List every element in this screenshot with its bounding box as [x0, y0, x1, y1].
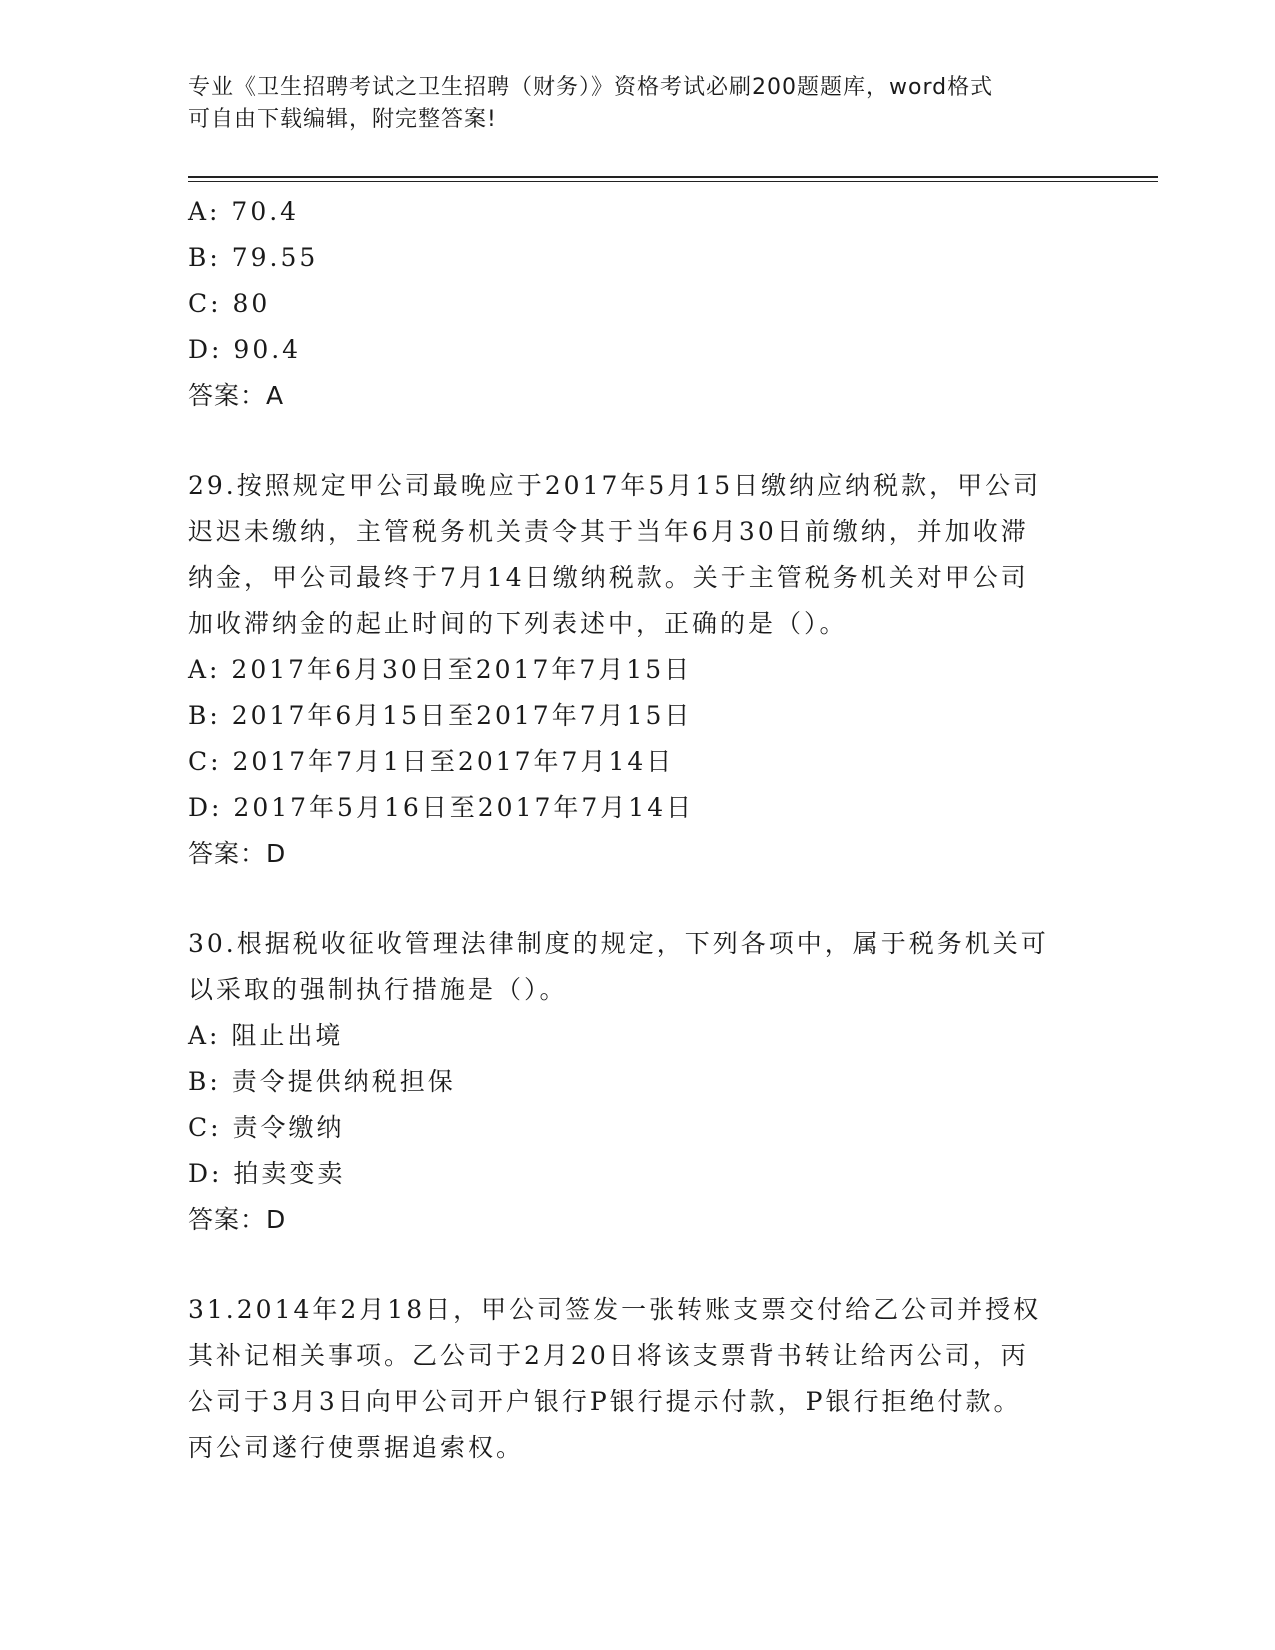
q31-stem-line-2: 其补记相关事项。乙公司于2月20日将该支票背书转让给丙公司，丙 [188, 1341, 1029, 1370]
q30-option-a: A: 阻止出境 [188, 1021, 344, 1050]
q28-option-a: A: 70.4 [188, 197, 300, 226]
header-title-line-2: 可自由下载编辑，附完整答案! [188, 107, 497, 132]
q29-option-a: A: 2017年6月30日至2017年7月15日 [188, 655, 693, 684]
header-divider-thick [188, 176, 1158, 178]
question-30-block [188, 921, 1088, 1243]
spacer [188, 1243, 1088, 1287]
page-header [188, 72, 1068, 136]
q29-stem-line-3: 纳金，甲公司最终于7月14日缴纳税款。关于主管税务机关对甲公司 [188, 563, 1029, 592]
q29-stem-line-2: 迟迟未缴纳，主管税务机关责令其于当年6月30日前缴纳，并加收滞 [188, 517, 1029, 546]
header-divider-thin [188, 181, 1158, 182]
q29-answer: 答案：D [188, 839, 287, 868]
header-title-line-1: 专业《卫生招聘考试之卫生招聘（财务）》资格考试必刷200题题库，word格式 [188, 75, 994, 100]
q28-option-c: C: 80 [188, 289, 271, 318]
q28-option-d: D: 90.4 [188, 335, 302, 364]
q29-option-b: B: 2017年6月15日至2017年7月15日 [188, 701, 693, 730]
spacer [188, 419, 1088, 463]
q29-option-d: D: 2017年5月16日至2017年7月14日 [188, 793, 695, 822]
q30-stem-line-1: 30.根据税收征收管理法律制度的规定，下列各项中，属于税务机关可 [188, 929, 1049, 958]
question-28-block [188, 189, 1088, 419]
question-31-block [188, 1287, 1088, 1471]
q31-stem-line-3: 公司于3月3日向甲公司开户银行P银行提示付款，P银行拒绝付款。 [188, 1387, 1022, 1416]
q30-option-b: B: 责令提供纳税担保 [188, 1067, 456, 1096]
question-29-block [188, 463, 1088, 877]
q30-stem-line-2: 以采取的强制执行措施是（）。 [188, 975, 568, 1004]
q30-option-d: D: 拍卖变卖 [188, 1159, 346, 1188]
q30-option-c: C: 责令缴纳 [188, 1113, 345, 1142]
q30-answer: 答案：D [188, 1205, 287, 1234]
q29-option-c: C: 2017年7月1日至2017年7月14日 [188, 747, 675, 776]
q29-stem-line-1: 29.按照规定甲公司最晚应于2017年5月15日缴纳应纳税款，甲公司 [188, 471, 1042, 500]
document-body [188, 189, 1088, 1471]
q28-option-b: B: 79.55 [188, 243, 319, 272]
q31-stem-line-1: 31.2014年2月18日，甲公司签发一张转账支票交付给乙公司并授权 [188, 1295, 1042, 1324]
spacer [188, 877, 1088, 921]
q31-stem-line-4: 丙公司遂行使票据追索权。 [188, 1433, 525, 1462]
q28-answer: 答案：A [188, 381, 285, 410]
q29-stem-line-4: 加收滞纳金的起止时间的下列表述中，正确的是（）。 [188, 609, 848, 638]
